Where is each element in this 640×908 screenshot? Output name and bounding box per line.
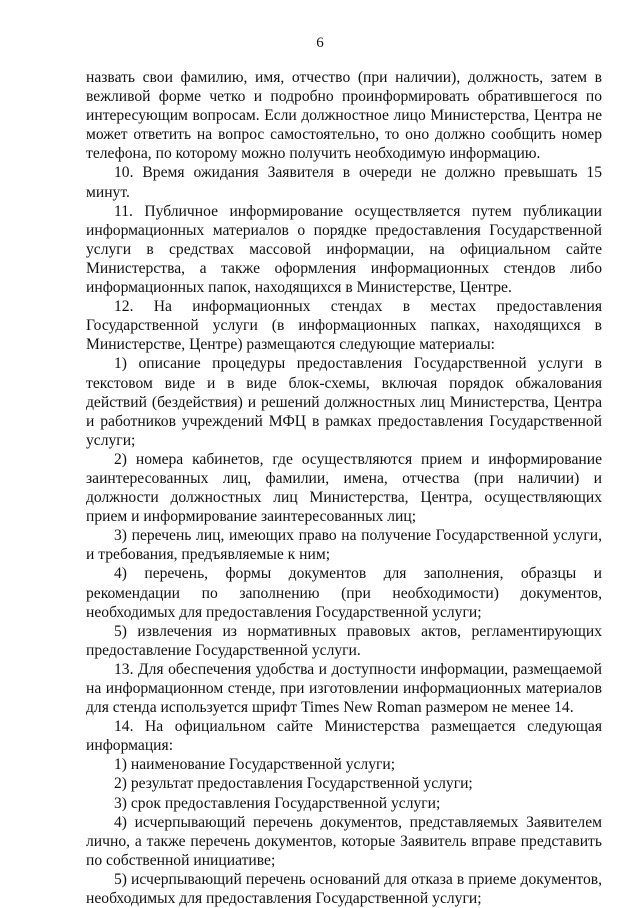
list-item: 5) извлечения из нормативных правовых актов, регламентирующих предоставление Государственной услуги. [86,622,602,659]
paragraph: 10. Время ожидания Заявителя в очереди не должно превышать 15 минут. [86,164,602,201]
list-item: 2) результат предоставления Государственной услуги; [114,775,473,793]
list-item: 3) перечень лиц, имеющих право на получение Государственной услуги, и требования, предъявляемые к ним; [86,527,602,564]
document-body [86,68,602,908]
list-item: 3) срок предоставления Государственной услуги; [114,794,441,812]
paragraph: назвать свои фамилию, имя, отчество (при наличии), должность, затем в вежливой форме четко и подробно проинформировать обратившегося по интересующим вопросам. Если должностное лицо Министерства, Центра не может ответить на вопрос самостоятельно, то оно должно сообщить номер телефона, по которому можно получить необходимую информацию. [86,69,602,163]
list-item: 5) исчерпывающий перечень оснований для отказа в приеме документов, необходимых для предоставления Государственной услуги; [86,870,602,908]
list-item: 1) наименование Государственной услуги; [114,756,396,774]
paragraph: 14. На официальном сайте Министерства размещается следующая информация: [86,718,602,755]
page-number: 6 [316,35,324,51]
list-item: 4) исчерпывающий перечень документов, представляемых Заявителем лично, а также перечень документов, которые Заявитель вправе представить по собственной инициативе; [86,813,602,869]
paragraph: 12. На информационных стендах в местах предоставления Государственной услуги (в информационных папках, находящихся в Министерстве, Центре) размещаются следующие материалы: [86,298,602,354]
paragraph: 11. Публичное информирование осуществляется путем публикации информационных материалов о порядке предоставления Государственной услуги в средствах массовой информации, на официальном сайте Министерства, а также оформления информационных стендов либо информационных папок, находящихся в Министерстве, Центре. [86,202,602,297]
paragraph: 13. Для обеспечения удобства и доступности информации, размещаемой на информационном стенде, при изготовлении информационных материалов для стенда используется шрифт Times New Roman размером не менее 14. [86,660,602,717]
list-item: 4) перечень, формы документов для заполнения, образцы и рекомендации по заполнению (при необходимости) документов, необходимых для предоставления Государственной услуги; [86,565,602,621]
list-item: 2) номера кабинетов, где осуществляются прием и информирование заинтересованных лиц, фамилии, имена, отчества (при наличии) и должности должностных лиц Министерства, Центра, осуществляющих прием и информирование заинтересованных лиц; [86,450,602,526]
list-item: 1) описание процедуры предоставления Государственной услуги в текстовом виде и в виде блок-схемы, включая порядок обжалования действий (бездействия) и решений должностных лиц Министерства, Центра и работников учреждений МФЦ в рамках предоставления Государственной услуги; [86,355,602,449]
